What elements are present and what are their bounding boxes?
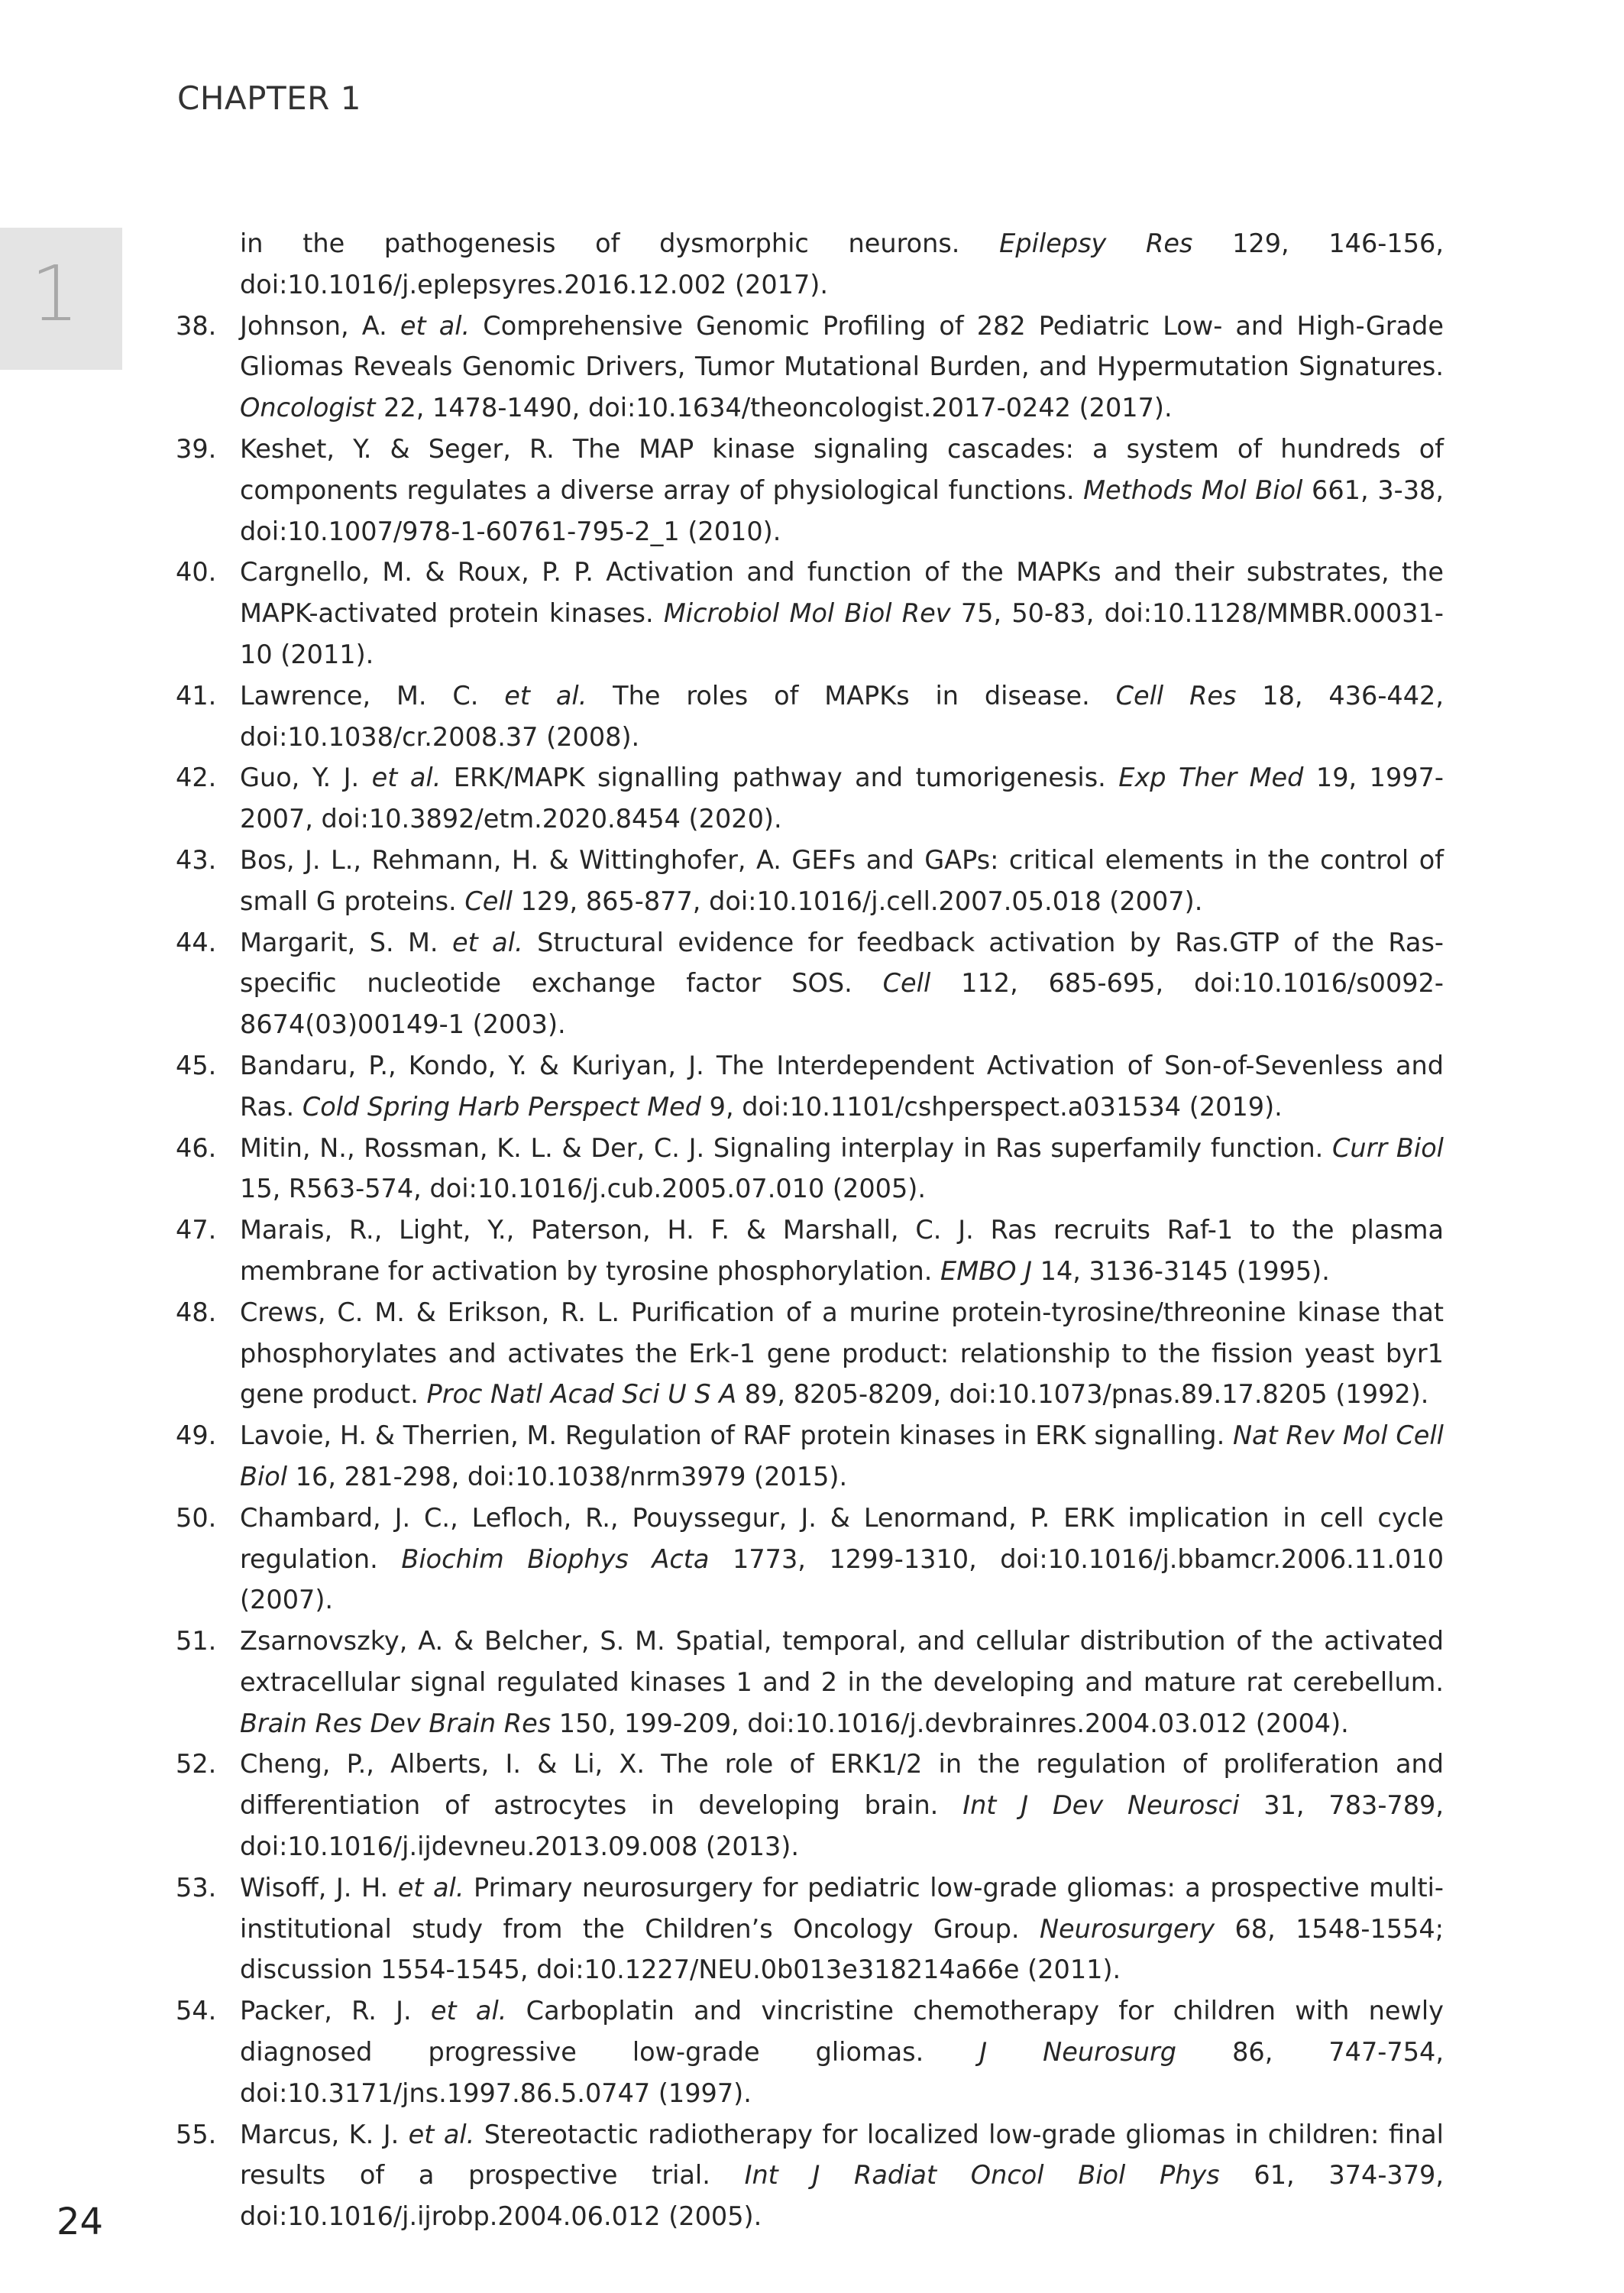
reference-item — [176, 1045, 1444, 1128]
reference-segment: Chambard, J. C., Lefloch, R., Pouyssegur, J. & Lenormand, P. ERK implication in cell cycle regulation. — [240, 1502, 1444, 1574]
journal-title: et al. — [430, 1996, 507, 2026]
reference-item — [176, 1292, 1444, 1415]
reference-segment: 22, 1478-1490, doi:10.1634/theoncologist.2017-0242 (2017). — [375, 393, 1173, 423]
reference-item — [176, 1990, 1444, 2113]
journal-title: Cell — [882, 968, 931, 999]
journal-title: Curr Biol — [1332, 1132, 1444, 1163]
reference-text — [240, 557, 1444, 669]
reference-text — [240, 1996, 1444, 2108]
reference-segment: 112, 685-695, doi:10.1016/s0092-8674(03)00149-1 (2003). — [240, 968, 1444, 1040]
journal-title: et al. — [371, 763, 442, 793]
reference-number: 53. — [176, 1872, 217, 1903]
reference-item — [176, 223, 1444, 306]
reference-text — [240, 1133, 1444, 1204]
reference-text — [240, 1215, 1444, 1286]
reference-segment: 14, 3136-3145 (1995). — [1031, 1255, 1330, 1286]
reference-segment: 19, 1997-2007, doi:10.3892/etm.2020.8454 (2020). — [240, 763, 1444, 834]
reference-item — [176, 1498, 1444, 1621]
reference-item — [176, 1210, 1444, 1292]
reference-segment: Zsarnovszky, A. & Belcher, S. M. Spatial, temporal, and cellular distribution of the activated extracellular signal regulated kinases 1 and 2 in the developing and mature rat cerebellum. — [240, 1626, 1444, 1697]
reference-segment: Wisoff, J. H. — [240, 1872, 398, 1903]
journal-title: Epilepsy Res — [999, 228, 1193, 258]
reference-list — [176, 223, 1444, 2237]
reference-segment: Stereotactic radiotherapy for localized low-grade gliomas in children: final results of a prospective trial. — [240, 2119, 1444, 2191]
reference-segment: Mitin, N., Rossman, K. L. & Der, C. J. Signaling interplay in Ras superfamily function. — [240, 1132, 1333, 1163]
reference-segment: 129, 865-877, doi:10.1016/j.cell.2007.05.018 (2007). — [512, 886, 1203, 916]
reference-text — [240, 434, 1444, 546]
journal-title: Methods Mol Biol — [1083, 474, 1303, 505]
reference-item — [176, 1744, 1444, 1867]
reference-item — [176, 1415, 1444, 1498]
reference-number: 41. — [176, 680, 217, 711]
reference-segment: 661, 3-38, doi:10.1007/978-1-60761-795-2_1 (2010). — [240, 474, 1444, 546]
reference-segment: 150, 199-209, doi:10.1016/j.devbrainres.2004.03.012 (2004). — [551, 1708, 1349, 1738]
reference-text — [240, 228, 1444, 300]
reference-segment: Packer, R. J. — [240, 1996, 431, 2026]
reference-segment: 18, 436-442, doi:10.1038/cr.2008.37 (2008). — [240, 680, 1444, 752]
reference-number: 39. — [176, 433, 217, 464]
reference-item — [176, 840, 1444, 922]
journal-title: EMBO J — [940, 1255, 1032, 1286]
reference-number: 40. — [176, 557, 217, 588]
reference-segment: Lawrence, M. C. — [240, 680, 505, 711]
reference-number: 51. — [176, 1626, 217, 1657]
reference-number: 46. — [176, 1132, 217, 1163]
chapter-tab-number: 1 — [31, 249, 79, 338]
reference-segment: 16, 281-298, doi:10.1038/nrm3979 (2015). — [287, 1461, 848, 1491]
reference-text — [240, 928, 1444, 1040]
journal-title: Cold Spring Harb Perspect Med — [302, 1091, 701, 1122]
reference-text — [240, 1503, 1444, 1615]
journal-title: Cell — [464, 886, 513, 916]
reference-text — [240, 1873, 1444, 1985]
reference-number: 38. — [176, 310, 217, 341]
journal-title: Biochim Biophys Acta — [401, 1543, 710, 1574]
journal-title: et al. — [452, 927, 523, 957]
journal-title: et al. — [504, 680, 587, 711]
reference-segment: 15, R563-574, doi:10.1016/j.cub.2005.07.010 (2005). — [240, 1174, 926, 1204]
reference-text — [240, 311, 1444, 423]
reference-segment: 129, 146-156, doi:10.1016/j.eplepsyres.2016.12.002 (2017). — [240, 228, 1444, 300]
reference-segment: Primary neurosurgery for pediatric low-grade gliomas: a prospective multi-institutional study from the Children’s Oncology Group. — [240, 1872, 1444, 1944]
reference-segment: 68, 1548-1554; discussion 1554-1545, doi:10.1227/NEU.0b013e318214a66e (2011). — [240, 1913, 1444, 1985]
reference-segment: Carboplatin and vincristine chemotherapy for children with newly diagnosed progressive low-grade gliomas. — [240, 1996, 1444, 2068]
reference-number: 54. — [176, 1996, 217, 2026]
reference-text — [240, 681, 1444, 752]
reference-segment: Marcus, K. J. — [240, 2119, 409, 2149]
reference-segment: 89, 8205-8209, doi:10.1073/pnas.89.17.8205 (1992). — [736, 1379, 1429, 1410]
reference-item — [176, 306, 1444, 429]
reference-segment: Structural evidence for feedback activation by Ras.GTP of the Ras-specific nucleotide exchange factor SOS. — [240, 927, 1444, 999]
reference-segment: Cheng, P., Alberts, I. & Li, X. The role of ERK1/2 in the regulation of proliferation and differentiation of astrocytes in developing brain. — [240, 1749, 1444, 1821]
journal-title: Cell Res — [1115, 680, 1237, 711]
reference-number: 45. — [176, 1050, 217, 1080]
reference-number: 55. — [176, 2119, 217, 2149]
reference-item — [176, 429, 1444, 552]
reference-segment: The roles of MAPKs in disease. — [587, 680, 1116, 711]
reference-segment: in the pathogenesis of dysmorphic neurons. — [240, 228, 1000, 258]
journal-title: Brain Res Dev Brain Res — [240, 1708, 552, 1738]
journal-title: Exp Ther Med — [1118, 763, 1304, 793]
reference-segment: 75, 50-83, doi:10.1128/MMBR.00031-10 (2011). — [240, 598, 1444, 669]
reference-text — [240, 763, 1444, 834]
journal-title: et al. — [397, 1872, 464, 1903]
reference-segment: Crews, C. M. & Erikson, R. L. Purification of a murine protein-tyrosine/threonine kinase that phosphorylates and activates the Erk-1 gene product: relationship to the fission yeast byr1 gene product. — [240, 1297, 1444, 1410]
reference-number: 48. — [176, 1297, 217, 1327]
reference-segment: Marais, R., Light, Y., Paterson, H. F. & Marshall, C. J. Ras recruits Raf-1 to the plasma membrane for activation by tyrosine phosphorylation. — [240, 1215, 1444, 1286]
reference-text — [240, 1749, 1444, 1861]
journal-title: Int J Radiat Oncol Biol Phys — [744, 2160, 1220, 2191]
reference-number: 50. — [176, 1502, 217, 1533]
reference-segment: Cargnello, M. & Roux, P. P. Activation and function of the MAPKs and their substrates, the MAPK-activated protein kinases. — [240, 557, 1444, 629]
page-number: 24 — [57, 2201, 104, 2243]
reference-number: 49. — [176, 1420, 217, 1451]
reference-text — [240, 845, 1444, 916]
reference-segment: ERK/MAPK signalling pathway and tumorigenesis. — [441, 763, 1119, 793]
reference-text — [240, 1051, 1444, 1122]
reference-segment: 86, 747-754, doi:10.3171/jns.1997.86.5.0747 (1997). — [240, 2037, 1444, 2108]
reference-item — [176, 675, 1444, 758]
reference-segment: 61, 374-379, doi:10.1016/j.ijrobp.2004.06.012 (2005). — [240, 2160, 1444, 2232]
reference-item — [176, 1867, 1444, 1990]
journal-title: Microbiol Mol Biol Rev — [663, 598, 951, 629]
journal-title: Neurosurgery — [1039, 1913, 1215, 1944]
reference-item — [176, 922, 1444, 1045]
reference-segment: 1773, 1299-1310, doi:10.1016/j.bbamcr.2006.11.010 (2007). — [240, 1543, 1444, 1615]
reference-item — [176, 2114, 1444, 2237]
reference-segment: Comprehensive Genomic Profiling of 282 Pediatric Low- and High-Grade Gliomas Reveals Genomic Drivers, Tumor Mutational Burden, and Hypermutation Signatures. — [240, 310, 1444, 382]
reference-item — [176, 757, 1444, 840]
journal-title: J Neurosurg — [979, 2037, 1177, 2068]
reference-segment: Guo, Y. J. — [240, 763, 372, 793]
journal-title: et al. — [408, 2119, 475, 2149]
reference-segment: Bos, J. L., Rehmann, H. & Wittinghofer, A. GEFs and GAPs: critical elements in the control of small G proteins. — [240, 844, 1444, 916]
journal-title: et al. — [400, 310, 471, 341]
journal-title: Nat Rev Mol Cell Biol — [240, 1420, 1444, 1491]
reference-number: 52. — [176, 1749, 217, 1780]
reference-number: 47. — [176, 1215, 217, 1245]
reference-item — [176, 552, 1444, 675]
reference-number: 43. — [176, 844, 217, 875]
running-head: CHAPTER 1 — [177, 79, 361, 117]
reference-text — [240, 1420, 1444, 1491]
reference-item — [176, 1621, 1444, 1744]
reference-segment: Bandaru, P., Kondo, Y. & Kuriyan, J. The Interdependent Activation of Son-of-Sevenless and Ras. — [240, 1050, 1444, 1122]
reference-segment: Margarit, S. M. — [240, 927, 453, 957]
reference-segment: Lavoie, H. & Therrien, M. Regulation of RAF protein kinases in ERK signalling. — [240, 1420, 1233, 1451]
reference-segment: Keshet, Y. & Seger, R. The MAP kinase signaling cascades: a system of hundreds of components regulates a diverse array of physiological functions. — [240, 433, 1444, 505]
reference-segment: 9, doi:10.1101/cshperspect.a031534 (2019). — [701, 1091, 1283, 1122]
reference-item — [176, 1128, 1444, 1210]
reference-number: 44. — [176, 927, 217, 957]
journal-title: Int J Dev Neurosci — [962, 1790, 1240, 1821]
reference-segment: 31, 783-789, doi:10.1016/j.ijdevneu.2013.09.008 (2013). — [240, 1790, 1444, 1862]
reference-text — [240, 1626, 1444, 1738]
journal-title: Oncologist — [240, 393, 376, 423]
reference-segment: Johnson, A. — [240, 310, 400, 341]
reference-text — [240, 2120, 1444, 2232]
reference-number: 42. — [176, 763, 217, 793]
journal-title: Proc Natl Acad Sci U S A — [426, 1379, 737, 1410]
reference-text — [240, 1297, 1444, 1410]
